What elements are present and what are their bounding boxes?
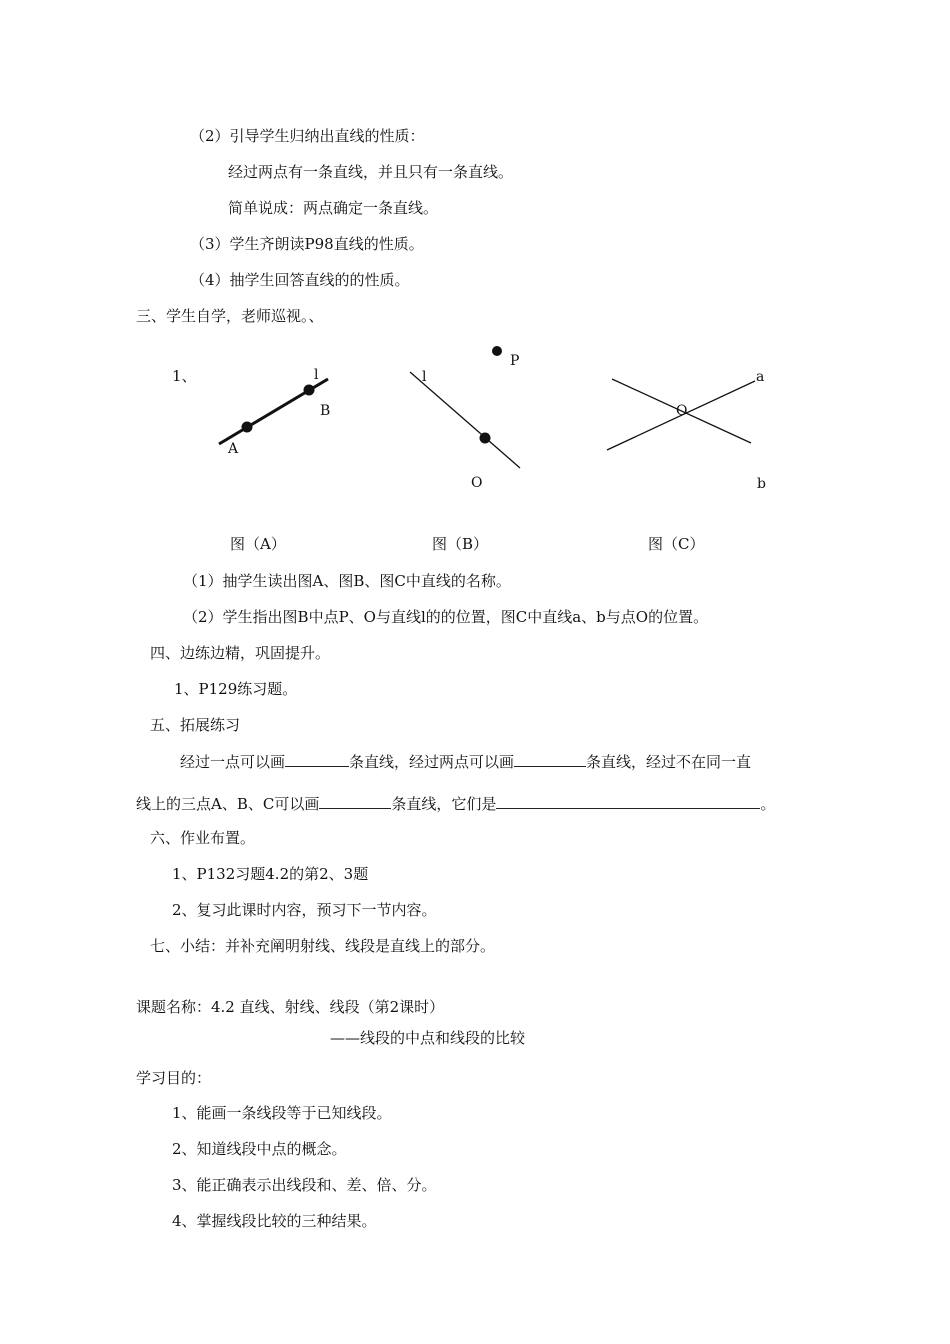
fill-text-1: 经过一点可以画	[180, 753, 286, 771]
section-6-title: 六、作业布置。	[150, 829, 256, 847]
figure-c-caption: 图（C）	[648, 535, 705, 553]
step-3-text: （3）学生齐朗读P98直线的性质。	[190, 235, 424, 253]
goal-item: 1、能画一条线段等于已知线段。	[172, 1104, 392, 1122]
section-3-title: 三、学生自学，老师巡视。、	[136, 307, 324, 325]
fill-blank-line-1	[180, 750, 751, 772]
figure-a-line-label: l	[314, 367, 319, 383]
question-2: （2）学生指出图B中点P、O与直线l的的位置，图C中直线a、b与点O的位置。	[183, 608, 709, 626]
fill-text-2: 条直线，经过两点可以画	[349, 753, 515, 771]
exercise-number: 1、	[172, 367, 197, 385]
goal-item: 3、能正确表示出线段和、差、倍、分。	[172, 1176, 437, 1194]
section-7-title: 七、小结：并补充阐明射线、线段是直线上的部分。	[150, 937, 496, 955]
blank-1	[285, 750, 349, 767]
step-2-text: （2）引导学生归纳出直线的性质：	[190, 127, 425, 145]
figure-c-line-a-label: a	[756, 369, 765, 385]
fill-text-4: 线上的三点A、B、C可以画	[136, 795, 320, 813]
figure-a-caption: 图（A）	[230, 535, 286, 553]
step-4-text: （4）抽学生回答直线的的性质。	[190, 271, 410, 289]
blank-2	[514, 750, 586, 767]
figure-b-point-p	[492, 346, 502, 356]
homework-item-2: 2、复习此课时内容，预习下一节内容。	[172, 901, 437, 919]
goals-title: 学习目的：	[136, 1069, 212, 1087]
section-4-item: 1、P129练习题。	[174, 680, 298, 698]
goal-item: 4、掌握线段比较的三种结果。	[172, 1212, 377, 1230]
section-4-title: 四、边练边精，巩固提升。	[150, 644, 331, 662]
fill-text-3: 条直线，经过不在同一直	[586, 753, 752, 771]
figure-b-caption: 图（B）	[432, 535, 489, 553]
blank-3	[319, 792, 391, 809]
figure-c	[607, 369, 766, 492]
figure-a-point-a	[242, 422, 253, 433]
figure-b-point-o-label: O	[471, 475, 483, 491]
figure-b-line	[410, 372, 520, 468]
figure-a	[219, 367, 330, 457]
figure-b-point-p-label: P	[510, 353, 520, 369]
figure-b-line-label: l	[422, 369, 427, 385]
homework-item-1: 1、P132习题4.2的第2、3题	[172, 865, 369, 883]
question-1: （1）抽学生读出图A、图B、图C中直线的名称。	[183, 572, 511, 590]
section-5-title: 五、拓展练习	[150, 716, 241, 734]
blank-4	[496, 792, 760, 809]
figure-c-line-b-label: b	[757, 476, 766, 492]
lesson-title: 课题名称：4.2 直线、射线、线段（第2课时）	[136, 998, 445, 1016]
goal-item: 2、知道线段中点的概念。	[172, 1140, 347, 1158]
fill-blank-line-2	[136, 792, 775, 814]
figure-c-center-label: O	[676, 403, 688, 419]
fill-text-6: 。	[760, 795, 776, 813]
figure-a-point-a-label: A	[228, 441, 239, 457]
figure-b-point-o	[480, 433, 491, 444]
figure-a-point-b	[304, 385, 315, 396]
line-property-short: 简单说成：两点确定一条直线。	[228, 199, 439, 217]
figure-a-point-b-label: B	[320, 403, 331, 419]
lesson-subtitle: ——线段的中点和线段的比较	[330, 1029, 526, 1047]
line-property-text: 经过两点有一条直线，并且只有一条直线。	[228, 163, 514, 181]
figure-b	[410, 346, 520, 491]
fill-text-5: 条直线，它们是	[391, 795, 497, 813]
